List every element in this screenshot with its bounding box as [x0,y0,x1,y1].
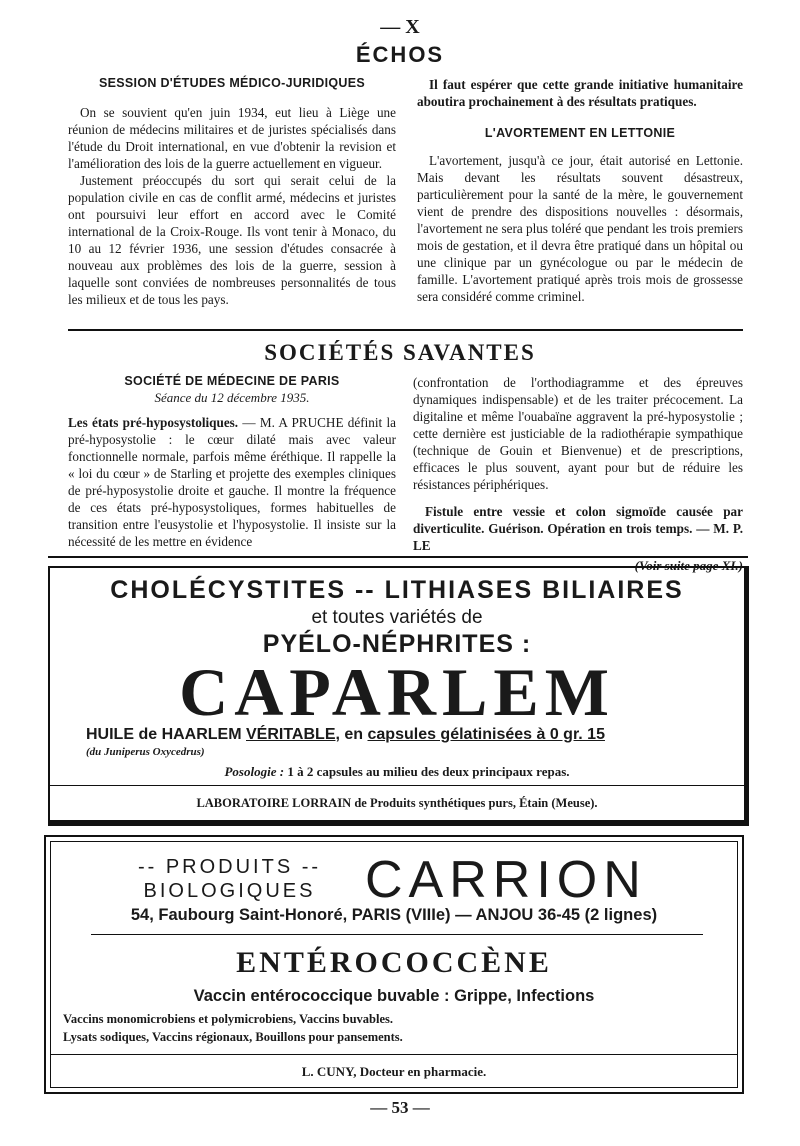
ad-lab-name: LABORATOIRE LORRAIN [196,796,352,810]
article-lead: Les états pré-hyposystoliques. [68,415,239,430]
ad-divider [91,934,703,935]
ad-lab-desc: de Produits synthétiques purs, Étain (Meuse). [351,796,598,810]
separator-rule-2 [48,556,748,558]
ad-brand-carrion: CARRION [365,851,647,909]
echos-right-column [417,76,743,305]
session-paragraph-2: Justement préoccupés du sort qui serait celui de la population civile en cas de conflit armé, médecins et juristes ont poursuivi leur effort en accord avec le Comité international de la Croix-Rouge. Ils vont tenir à Monaco, du 10 au 12 février 1936, une session d'études consacrée à nouveau aux problèmes des lois de la guerre, session à laquelle sont conviées de nombreuses personnalités de tous les milieux et de tous les pays. [68,173,396,307]
ad-carrion-inner-border [50,841,738,1088]
ad-product-enterococcene: ENTÉROCOCCÈNE [236,946,552,979]
ad-biologiques: BIOLOGIQUES [143,880,316,902]
fistule-heading: Fistule entre vessie et colon sigmoïde causée par diverticulite. Guérison. Opération en trois temps. — M. P. LE [413,504,743,553]
section-title-societes: SOCIÉTÉS SAVANTES [264,340,536,365]
session-paragraph-1: On se souvient qu'en juin 1934, eut lieu à Liège une réunion de médecins militaires et de juristes spécialisés dans l'étude du Droit international, en vue d'obtenir la revision et l'amélioration des lois de la guerre actuellement en vigueur. [68,105,396,171]
ad-laboratoire [50,796,744,811]
article-continuation: (confrontation de l'orthodiagramme et des épreuves dynamiques indispensable) et de les traiter précocement. La digitaline et même l'ouabaïne aggravent la pré-hyposystolie ; cette dernière est justiciable de la radiothérapie sympathique (technique de Gouin et Bienvenue) et de prescriptions, efficaces le plus souvent, ayant pour but de réduire les résistances périphériques. [413,375,743,492]
societes-left-column [68,374,396,550]
ad-divider [51,1054,737,1055]
ad-posologie-label: Posologie : [224,764,285,779]
ad-product-b: VÉRITABLE [246,726,336,743]
session-date: Séance du 12 décembre 1935. [154,390,310,405]
ad-product-line [86,726,605,744]
ad-line-cholecystites: CHOLÉCYSTITES -- LITHIASES BILIAIRES [110,576,684,604]
ad-vaccine-line: Vaccin entérococcique buvable : Grippe, Infections [193,987,595,1005]
ad-carrion [44,835,744,1094]
ad-list-1: Vaccins monomicrobiens et polymicrobiens, Vaccins buvables. [63,1012,394,1026]
section-title-echos: ÉCHOS [355,42,445,67]
separator-rule [68,329,743,331]
ad-posologie [50,764,744,780]
page-number: — 53 — [370,1098,430,1117]
ad-produits: -- PRODUITS -- [137,856,322,878]
echos-left-column [68,76,396,308]
ad-address: 54, Faubourg Saint-Honoré, PARIS (VIIIe) — ANJOU 36-45 (2 lignes) [130,906,658,924]
session-heading: SESSION D'ÉTUDES MÉDICO-JURIDIQUES [99,76,365,90]
ad-brand-caparlem: CAPARLEM [179,654,615,730]
ad-list-2: Lysats sodiques, Vaccins régionaux, Bouillons pour pansements. [63,1030,403,1044]
ad-product-d: capsules gélatinisées à 0 gr. 15 [367,726,605,743]
ad-posologie-text: 1 à 2 capsules au milieu des deux principaux repas. [284,764,570,779]
article-author: — M. A PRUCHE [238,415,344,430]
page-marker: — X [380,16,420,38]
ad-doctor: L. CUNY, Docteur en pharmacie. [301,1064,487,1079]
session-continuation: Il faut espérer que cette grande initiative humanitaire aboutira prochainement à des résultats pratiques. [417,77,743,109]
ad-product-a: HUILE de HAARLEM [86,726,246,743]
ad-divider [50,785,744,786]
lettonie-heading: L'AVORTEMENT EN LETTONIE [484,126,676,140]
society-name: SOCIÉTÉ DE MÉDECINE DE PARIS [124,374,340,388]
ad-caparlem [48,566,749,826]
lettonie-paragraph: L'avortement, jusqu'à ce jour, était autorisé en Lettonie. Mais devant les résultats souvent désastreux, particulièrement pour la santé de la mère, le gouvernement vient de prendre des dispositions nouvelles : désormais, l'avortement ne sera plus toléré que pendant les trois premiers mois de gestation, et il devra être pratiqué dans un hôpital ou une clinique par un gynécologue ou par le médecin de famille. L'avortement pratiqué après trois mois de grossesse sera considéré comme criminel. [417,153,743,304]
ad-latin-name: (du Juniperus Oxycedrus) [86,746,205,758]
article-pre-hyposystolie [68,414,396,550]
ad-line-varietes: et toutes variétés de [311,607,483,628]
ad-product-c: , en [335,726,368,743]
societes-right-column [413,374,743,574]
ad-line-pyelo: PYÉLO-NÉPHRITES : [262,630,532,658]
suite-note: (Voir suite page XI.) [634,558,743,573]
article-text: définit la pré-hyposystolie : le cœur dilaté mais avec valeur fonctionnelle normale, parfois même éréthique. Il rappelle la « loi du cœur » de Starling et projette des exemples cliniques de pré-hyposystolie droite et gauche. Il montre la fréquence de ces états pré-hyposystoliques, formes habituelles de transition entre l'eusystolie et l'hyposystolie. Il insiste sur la nécessité de les mettre en évidence [68,415,396,549]
